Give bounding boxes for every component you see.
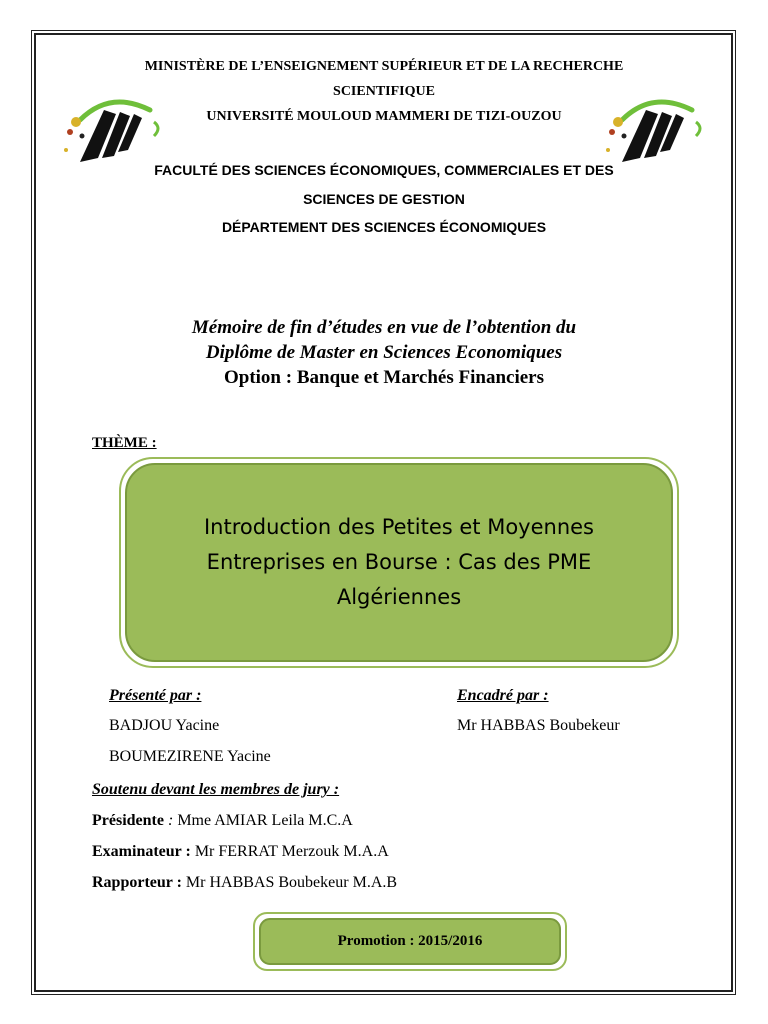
- promotion-box: [259, 918, 561, 965]
- jury-name: Mme AMIAR Leila M.C.A: [177, 812, 353, 829]
- theme-box: [125, 463, 673, 662]
- theme-label: THÈME :: [92, 435, 157, 451]
- ministry-line-1: MINISTÈRE DE L’ENSEIGNEMENT SUPÉRIEUR ET DE LA RECHERCHE: [144, 59, 624, 74]
- supervised-by-label: Encadré par :: [457, 687, 549, 704]
- jury-role: Examinateur :: [92, 843, 191, 860]
- promotion-text: Promotion : 2015/2016: [337, 933, 483, 949]
- jury-label: Soutenu devant les membres de jury :: [92, 781, 340, 798]
- jury-role: Rapporteur :: [92, 874, 182, 891]
- university-logo-icon: [58, 92, 163, 167]
- jury-member-president: [92, 812, 353, 830]
- option-line: Option : Banque et Marchés Financiers: [223, 367, 544, 388]
- jury-member-reporter: [92, 874, 397, 892]
- jury-member-examiner: [92, 843, 389, 861]
- memoire-line-1: Mémoire de fin d’études en vue de l’obtention du: [191, 317, 577, 338]
- faculty-line-1: FACULTÉ DES SCIENCES ÉCONOMIQUES, COMMERCIALES ET DES: [154, 162, 614, 178]
- memoire-line-2: Diplôme de Master en Sciences Economiques: [205, 342, 563, 363]
- student-name: BADJOU Yacine: [109, 717, 220, 734]
- university-name: UNIVERSITÉ MOULOUD MAMMERI DE TIZI-OUZOU: [206, 109, 562, 124]
- student-name: BOUMEZIRENE Yacine: [109, 748, 271, 765]
- jury-name: Mr HABBAS Boubekeur M.A.B: [185, 874, 398, 891]
- department-name: DÉPARTEMENT DES SCIENCES ÉCONOMIQUES: [221, 219, 547, 235]
- presented-by-label: Présenté par :: [109, 687, 202, 704]
- theme-title: Introduction des Petites et Moyennes Entreprises en Bourse : Cas des PME Algériennes: [203, 515, 594, 609]
- jury-separator: :: [163, 812, 178, 829]
- supervisor-name: Mr HABBAS Boubekeur: [457, 717, 620, 734]
- ministry-line-2: SCIENTIFIQUE: [333, 84, 435, 99]
- jury-role: Présidente: [92, 812, 164, 829]
- university-logo-icon: [600, 92, 705, 167]
- jury-name: Mr FERRAT Merzouk M.A.A: [194, 843, 389, 860]
- faculty-line-2: SCIENCES DE GESTION: [303, 191, 465, 207]
